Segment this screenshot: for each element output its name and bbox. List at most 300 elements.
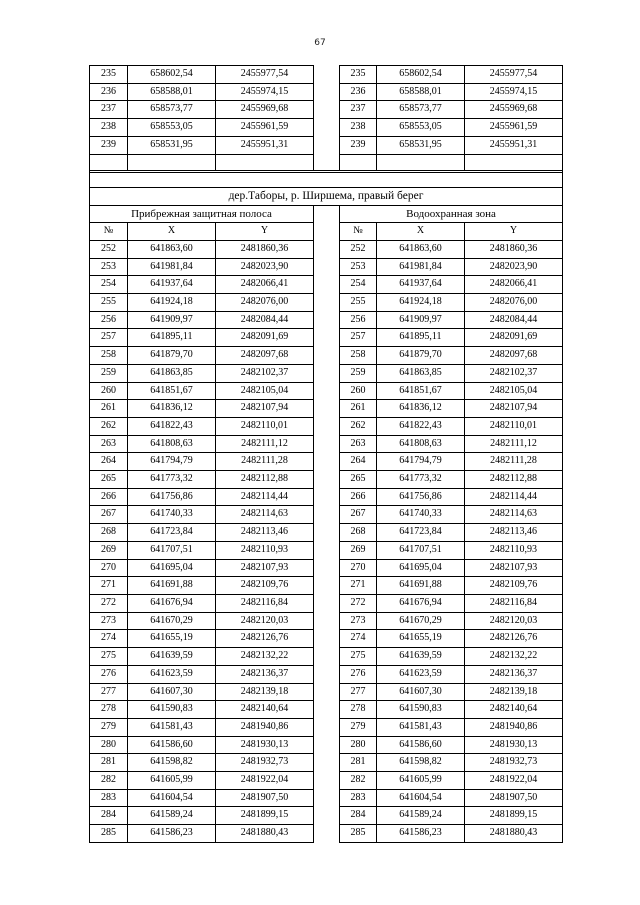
x-coordinate: 641695,04 bbox=[128, 559, 216, 577]
x-coordinate-right: 641581,43 bbox=[377, 718, 465, 736]
point-number-right: 253 bbox=[340, 258, 377, 276]
x-coordinate: 641604,54 bbox=[128, 789, 216, 807]
y-coordinate-right: 2482114,63 bbox=[465, 506, 563, 524]
x-coordinate-right: 641670,29 bbox=[377, 612, 465, 630]
coordinates-table bbox=[89, 65, 563, 843]
point-number-right: 282 bbox=[340, 772, 377, 790]
y-coordinate: 2482112,88 bbox=[216, 471, 314, 489]
x-coordinate: 641670,29 bbox=[128, 612, 216, 630]
y-coordinate: 2482076,00 bbox=[216, 294, 314, 312]
column-gap bbox=[314, 577, 340, 595]
header-x: X bbox=[128, 223, 216, 241]
x-coordinate-right: 641836,12 bbox=[377, 400, 465, 418]
point-number: 274 bbox=[90, 630, 128, 648]
x-coordinate-right: 658573,77 bbox=[377, 101, 465, 119]
point-number: 253 bbox=[90, 258, 128, 276]
left-zone-title: Прибрежная защитная полоса bbox=[90, 205, 314, 223]
y-coordinate: 2482091,69 bbox=[216, 329, 314, 347]
x-coordinate-right: 641598,82 bbox=[377, 754, 465, 772]
x-coordinate: 658602,54 bbox=[128, 66, 216, 84]
column-gap bbox=[314, 772, 340, 790]
y-coordinate-right: 2482110,93 bbox=[465, 541, 563, 559]
y-coordinate-right: 2455977,54 bbox=[465, 66, 563, 84]
y-coordinate: 2482023,90 bbox=[216, 258, 314, 276]
column-gap bbox=[314, 435, 340, 453]
table-row bbox=[90, 594, 563, 612]
point-number: 271 bbox=[90, 577, 128, 595]
table-row bbox=[90, 311, 563, 329]
point-number: 273 bbox=[90, 612, 128, 630]
x-coordinate-right: 641676,94 bbox=[377, 594, 465, 612]
y-coordinate-right: 2481899,15 bbox=[465, 807, 563, 825]
top-rows-section bbox=[90, 66, 563, 155]
x-coordinate-right: 641723,84 bbox=[377, 524, 465, 542]
x-coordinate: 641623,59 bbox=[128, 665, 216, 683]
point-number-right: 259 bbox=[340, 364, 377, 382]
y-coordinate: 2481922,04 bbox=[216, 772, 314, 790]
table-row bbox=[90, 294, 563, 312]
column-gap bbox=[314, 807, 340, 825]
point-number: 277 bbox=[90, 683, 128, 701]
point-number: 267 bbox=[90, 506, 128, 524]
point-number: 275 bbox=[90, 648, 128, 666]
point-number-right: 254 bbox=[340, 276, 377, 294]
point-number-right: 239 bbox=[340, 136, 377, 154]
point-number: 283 bbox=[90, 789, 128, 807]
y-coordinate-right: 2482097,68 bbox=[465, 347, 563, 365]
x-coordinate: 658531,95 bbox=[128, 136, 216, 154]
x-coordinate-right: 641822,43 bbox=[377, 417, 465, 435]
y-coordinate-right: 2481940,86 bbox=[465, 718, 563, 736]
y-coordinate: 2482139,18 bbox=[216, 683, 314, 701]
x-coordinate: 641851,67 bbox=[128, 382, 216, 400]
zone-header-row bbox=[90, 205, 563, 223]
point-number: 265 bbox=[90, 471, 128, 489]
x-coordinate: 641909,97 bbox=[128, 311, 216, 329]
x-coordinate: 641598,82 bbox=[128, 754, 216, 772]
y-coordinate: 2455961,59 bbox=[216, 119, 314, 137]
y-coordinate-right: 2481932,73 bbox=[465, 754, 563, 772]
point-number-right: 258 bbox=[340, 347, 377, 365]
point-number-right: 266 bbox=[340, 488, 377, 506]
y-coordinate: 2482107,93 bbox=[216, 559, 314, 577]
table-row bbox=[90, 736, 563, 754]
point-number: 264 bbox=[90, 453, 128, 471]
y-coordinate: 2482126,76 bbox=[216, 630, 314, 648]
column-gap bbox=[314, 612, 340, 630]
column-gap bbox=[314, 400, 340, 418]
table-row bbox=[90, 825, 563, 843]
point-number-right: 272 bbox=[340, 594, 377, 612]
y-coordinate-right: 2481860,36 bbox=[465, 240, 563, 258]
x-coordinate: 641836,12 bbox=[128, 400, 216, 418]
point-number: 235 bbox=[90, 66, 128, 84]
y-coordinate: 2482132,22 bbox=[216, 648, 314, 666]
y-coordinate-right: 2482132,22 bbox=[465, 648, 563, 666]
column-gap bbox=[314, 754, 340, 772]
table-row bbox=[90, 612, 563, 630]
section-spacer bbox=[90, 172, 563, 187]
y-coordinate: 2481932,73 bbox=[216, 754, 314, 772]
table-row bbox=[90, 240, 563, 258]
x-coordinate: 641981,84 bbox=[128, 258, 216, 276]
point-number-right: 270 bbox=[340, 559, 377, 577]
column-gap bbox=[314, 136, 340, 154]
column-gap bbox=[314, 276, 340, 294]
column-gap bbox=[314, 329, 340, 347]
y-coordinate: 2482120,03 bbox=[216, 612, 314, 630]
y-coordinate: 2481930,13 bbox=[216, 736, 314, 754]
x-coordinate-right: 641808,63 bbox=[377, 435, 465, 453]
table-row bbox=[90, 453, 563, 471]
point-number-right: 252 bbox=[340, 240, 377, 258]
y-coordinate-right: 2482112,88 bbox=[465, 471, 563, 489]
point-number: 263 bbox=[90, 435, 128, 453]
table-row bbox=[90, 559, 563, 577]
x-coordinate: 641707,51 bbox=[128, 541, 216, 559]
y-coordinate: 2482110,93 bbox=[216, 541, 314, 559]
column-gap bbox=[314, 294, 340, 312]
x-coordinate: 641590,83 bbox=[128, 701, 216, 719]
y-coordinate-right: 2482139,18 bbox=[465, 683, 563, 701]
y-coordinate: 2455951,31 bbox=[216, 136, 314, 154]
point-number-right: 273 bbox=[340, 612, 377, 630]
x-coordinate: 641655,19 bbox=[128, 630, 216, 648]
point-number-right: 271 bbox=[340, 577, 377, 595]
x-coordinate: 641924,18 bbox=[128, 294, 216, 312]
header-num: № bbox=[90, 223, 128, 241]
point-number: 266 bbox=[90, 488, 128, 506]
point-number-right: 263 bbox=[340, 435, 377, 453]
x-coordinate: 641822,43 bbox=[128, 417, 216, 435]
x-coordinate-right: 641639,59 bbox=[377, 648, 465, 666]
column-gap bbox=[314, 488, 340, 506]
point-number-right: 283 bbox=[340, 789, 377, 807]
table-row bbox=[90, 772, 563, 790]
point-number-right: 238 bbox=[340, 119, 377, 137]
y-coordinate-right: 2482066,41 bbox=[465, 276, 563, 294]
x-coordinate: 641773,32 bbox=[128, 471, 216, 489]
y-coordinate-right: 2482084,44 bbox=[465, 311, 563, 329]
y-coordinate-right: 2482107,93 bbox=[465, 559, 563, 577]
y-coordinate: 2482097,68 bbox=[216, 347, 314, 365]
y-coordinate: 2482111,12 bbox=[216, 435, 314, 453]
column-gap bbox=[314, 736, 340, 754]
point-number-right: 274 bbox=[340, 630, 377, 648]
y-coordinate: 2482110,01 bbox=[216, 417, 314, 435]
x-coordinate: 641676,94 bbox=[128, 594, 216, 612]
point-number: 279 bbox=[90, 718, 128, 736]
column-gap bbox=[314, 825, 340, 843]
x-coordinate: 641586,23 bbox=[128, 825, 216, 843]
column-gap bbox=[314, 101, 340, 119]
x-coordinate: 641808,63 bbox=[128, 435, 216, 453]
table-row bbox=[90, 136, 563, 154]
x-coordinate-right: 641655,19 bbox=[377, 630, 465, 648]
point-number-right: 257 bbox=[340, 329, 377, 347]
x-coordinate: 641723,84 bbox=[128, 524, 216, 542]
column-header-row bbox=[90, 223, 563, 241]
x-coordinate: 658588,01 bbox=[128, 83, 216, 101]
header-y: Y bbox=[216, 223, 314, 241]
point-number-right: 279 bbox=[340, 718, 377, 736]
table-row bbox=[90, 435, 563, 453]
page-number: 67 bbox=[314, 38, 326, 48]
table-row bbox=[90, 329, 563, 347]
table-row bbox=[90, 524, 563, 542]
y-coordinate: 2481940,86 bbox=[216, 718, 314, 736]
point-number-right: 284 bbox=[340, 807, 377, 825]
y-coordinate-right: 2481930,13 bbox=[465, 736, 563, 754]
point-number: 269 bbox=[90, 541, 128, 559]
table-row bbox=[90, 701, 563, 719]
table-row bbox=[90, 276, 563, 294]
y-coordinate: 2482140,64 bbox=[216, 701, 314, 719]
column-gap bbox=[314, 506, 340, 524]
point-number-right: 269 bbox=[340, 541, 377, 559]
x-coordinate: 641794,79 bbox=[128, 453, 216, 471]
y-coordinate: 2482114,44 bbox=[216, 488, 314, 506]
point-number: 276 bbox=[90, 665, 128, 683]
x-coordinate-right: 641623,59 bbox=[377, 665, 465, 683]
x-coordinate-right: 641604,54 bbox=[377, 789, 465, 807]
x-coordinate-right: 641863,85 bbox=[377, 364, 465, 382]
table-row bbox=[90, 807, 563, 825]
point-number-right: 260 bbox=[340, 382, 377, 400]
x-coordinate: 641607,30 bbox=[128, 683, 216, 701]
x-coordinate-right: 641607,30 bbox=[377, 683, 465, 701]
x-coordinate-right: 641773,32 bbox=[377, 471, 465, 489]
column-gap bbox=[314, 541, 340, 559]
x-coordinate: 641586,60 bbox=[128, 736, 216, 754]
point-number: 238 bbox=[90, 119, 128, 137]
column-gap bbox=[314, 665, 340, 683]
table-row bbox=[90, 577, 563, 595]
point-number: 261 bbox=[90, 400, 128, 418]
x-coordinate: 641879,70 bbox=[128, 347, 216, 365]
table-row bbox=[90, 258, 563, 276]
x-coordinate: 658553,05 bbox=[128, 119, 216, 137]
x-coordinate-right: 641981,84 bbox=[377, 258, 465, 276]
x-coordinate-right: 641605,99 bbox=[377, 772, 465, 790]
point-number-right: 236 bbox=[340, 83, 377, 101]
column-gap bbox=[314, 471, 340, 489]
y-coordinate-right: 2482110,01 bbox=[465, 417, 563, 435]
point-number-right: 265 bbox=[340, 471, 377, 489]
x-coordinate: 641895,11 bbox=[128, 329, 216, 347]
y-coordinate: 2482107,94 bbox=[216, 400, 314, 418]
table-row bbox=[90, 400, 563, 418]
table-row bbox=[90, 119, 563, 137]
x-coordinate-right: 658588,01 bbox=[377, 83, 465, 101]
table-row bbox=[90, 382, 563, 400]
column-gap bbox=[314, 66, 340, 84]
point-number: 254 bbox=[90, 276, 128, 294]
y-coordinate-right: 2482076,00 bbox=[465, 294, 563, 312]
x-coordinate: 641639,59 bbox=[128, 648, 216, 666]
point-number: 257 bbox=[90, 329, 128, 347]
point-number: 236 bbox=[90, 83, 128, 101]
x-coordinate: 641863,85 bbox=[128, 364, 216, 382]
y-coordinate-right: 2482107,94 bbox=[465, 400, 563, 418]
y-coordinate: 2455969,68 bbox=[216, 101, 314, 119]
point-number: 272 bbox=[90, 594, 128, 612]
y-coordinate: 2482113,46 bbox=[216, 524, 314, 542]
column-gap bbox=[314, 364, 340, 382]
column-gap bbox=[314, 789, 340, 807]
section-title: дер.Таборы, р. Ширшема, правый берег bbox=[90, 187, 563, 205]
x-coordinate-right: 641851,67 bbox=[377, 382, 465, 400]
point-number-right: 281 bbox=[340, 754, 377, 772]
y-coordinate: 2482102,37 bbox=[216, 364, 314, 382]
table-row bbox=[90, 347, 563, 365]
table-row bbox=[90, 665, 563, 683]
x-coordinate-right: 641691,88 bbox=[377, 577, 465, 595]
point-number-right: 276 bbox=[340, 665, 377, 683]
point-number: 284 bbox=[90, 807, 128, 825]
x-coordinate-right: 641740,33 bbox=[377, 506, 465, 524]
point-number-right: 277 bbox=[340, 683, 377, 701]
x-coordinate-right: 641756,86 bbox=[377, 488, 465, 506]
point-number: 280 bbox=[90, 736, 128, 754]
point-number: 260 bbox=[90, 382, 128, 400]
x-coordinate-right: 641895,11 bbox=[377, 329, 465, 347]
column-gap bbox=[314, 240, 340, 258]
y-coordinate: 2481860,36 bbox=[216, 240, 314, 258]
y-coordinate: 2455977,54 bbox=[216, 66, 314, 84]
y-coordinate-right: 2482111,28 bbox=[465, 453, 563, 471]
column-gap bbox=[314, 524, 340, 542]
point-number: 258 bbox=[90, 347, 128, 365]
blank-row bbox=[90, 154, 563, 170]
x-coordinate-right: 641879,70 bbox=[377, 347, 465, 365]
x-coordinate: 641691,88 bbox=[128, 577, 216, 595]
column-gap bbox=[314, 559, 340, 577]
y-coordinate: 2482105,04 bbox=[216, 382, 314, 400]
point-number: 256 bbox=[90, 311, 128, 329]
table-row bbox=[90, 364, 563, 382]
point-number: 285 bbox=[90, 825, 128, 843]
y-coordinate-right: 2482109,76 bbox=[465, 577, 563, 595]
point-number: 259 bbox=[90, 364, 128, 382]
point-number-right: 256 bbox=[340, 311, 377, 329]
y-coordinate: 2482116,84 bbox=[216, 594, 314, 612]
x-coordinate-right: 641586,23 bbox=[377, 825, 465, 843]
column-gap bbox=[314, 417, 340, 435]
x-coordinate: 641756,86 bbox=[128, 488, 216, 506]
column-gap bbox=[314, 119, 340, 137]
y-coordinate-right: 2482114,44 bbox=[465, 488, 563, 506]
x-coordinate: 641605,99 bbox=[128, 772, 216, 790]
column-gap bbox=[314, 683, 340, 701]
coordinates-document bbox=[89, 65, 562, 843]
y-coordinate-right: 2482023,90 bbox=[465, 258, 563, 276]
point-number: 239 bbox=[90, 136, 128, 154]
point-number-right: 280 bbox=[340, 736, 377, 754]
y-coordinate-right: 2481922,04 bbox=[465, 772, 563, 790]
x-coordinate-right: 641586,60 bbox=[377, 736, 465, 754]
x-coordinate-right: 641863,60 bbox=[377, 240, 465, 258]
table-row bbox=[90, 718, 563, 736]
x-coordinate-right: 641924,18 bbox=[377, 294, 465, 312]
table-row bbox=[90, 648, 563, 666]
column-gap bbox=[314, 311, 340, 329]
y-coordinate: 2482109,76 bbox=[216, 577, 314, 595]
x-coordinate-right: 641695,04 bbox=[377, 559, 465, 577]
column-gap bbox=[314, 701, 340, 719]
table-row bbox=[90, 417, 563, 435]
x-coordinate-right: 658602,54 bbox=[377, 66, 465, 84]
point-number: 237 bbox=[90, 101, 128, 119]
column-gap bbox=[314, 630, 340, 648]
point-number: 252 bbox=[90, 240, 128, 258]
table-row bbox=[90, 83, 563, 101]
y-coordinate: 2482066,41 bbox=[216, 276, 314, 294]
y-coordinate: 2482136,37 bbox=[216, 665, 314, 683]
x-coordinate-right: 641589,24 bbox=[377, 807, 465, 825]
section-title-row bbox=[90, 187, 563, 205]
point-number: 270 bbox=[90, 559, 128, 577]
column-gap bbox=[314, 594, 340, 612]
point-number: 262 bbox=[90, 417, 128, 435]
table-row bbox=[90, 506, 563, 524]
y-coordinate-right: 2455961,59 bbox=[465, 119, 563, 137]
column-gap bbox=[314, 347, 340, 365]
y-coordinate-right: 2482113,46 bbox=[465, 524, 563, 542]
point-number: 282 bbox=[90, 772, 128, 790]
x-coordinate: 641589,24 bbox=[128, 807, 216, 825]
point-number-right: 278 bbox=[340, 701, 377, 719]
x-coordinate: 641937,64 bbox=[128, 276, 216, 294]
y-coordinate-right: 2482105,04 bbox=[465, 382, 563, 400]
y-coordinate: 2481880,43 bbox=[216, 825, 314, 843]
x-coordinate: 641863,60 bbox=[128, 240, 216, 258]
point-number: 278 bbox=[90, 701, 128, 719]
x-coordinate-right: 658531,95 bbox=[377, 136, 465, 154]
table-row bbox=[90, 471, 563, 489]
y-coordinate-right: 2481907,50 bbox=[465, 789, 563, 807]
table-row bbox=[90, 630, 563, 648]
point-number-right: 285 bbox=[340, 825, 377, 843]
y-coordinate-right: 2482116,84 bbox=[465, 594, 563, 612]
y-coordinate-right: 2481880,43 bbox=[465, 825, 563, 843]
x-coordinate-right: 658553,05 bbox=[377, 119, 465, 137]
column-gap bbox=[314, 382, 340, 400]
y-coordinate: 2481899,15 bbox=[216, 807, 314, 825]
table-row bbox=[90, 488, 563, 506]
x-coordinate-right: 641794,79 bbox=[377, 453, 465, 471]
point-number-right: 262 bbox=[340, 417, 377, 435]
main-rows-section bbox=[90, 240, 563, 842]
point-number-right: 255 bbox=[340, 294, 377, 312]
table-row bbox=[90, 101, 563, 119]
y-coordinate-right: 2482111,12 bbox=[465, 435, 563, 453]
table-row bbox=[90, 66, 563, 84]
y-coordinate-right: 2455969,68 bbox=[465, 101, 563, 119]
x-coordinate: 641581,43 bbox=[128, 718, 216, 736]
point-number-right: 237 bbox=[340, 101, 377, 119]
y-coordinate: 2482114,63 bbox=[216, 506, 314, 524]
y-coordinate-right: 2482136,37 bbox=[465, 665, 563, 683]
x-coordinate-right: 641937,64 bbox=[377, 276, 465, 294]
header-num-right: № bbox=[340, 223, 377, 241]
y-coordinate: 2481907,50 bbox=[216, 789, 314, 807]
x-coordinate-right: 641909,97 bbox=[377, 311, 465, 329]
y-coordinate-right: 2482091,69 bbox=[465, 329, 563, 347]
y-coordinate: 2482111,28 bbox=[216, 453, 314, 471]
point-number: 255 bbox=[90, 294, 128, 312]
point-number: 268 bbox=[90, 524, 128, 542]
